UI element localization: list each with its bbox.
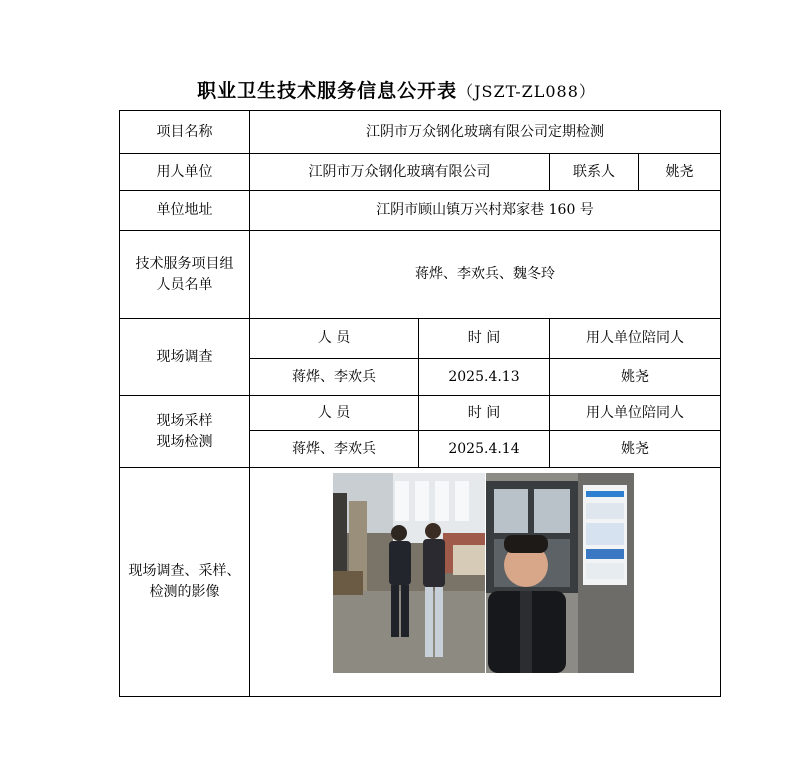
row-address xyxy=(120,191,721,231)
site-photo-workshop xyxy=(333,473,485,673)
team-label xyxy=(120,231,250,319)
title-code: （JSZT-ZL088） xyxy=(457,82,596,101)
info-table xyxy=(119,110,721,697)
sampling-header-escort: 用人单位陪同人 xyxy=(550,396,721,431)
sampling-label-line2: 现场检测 xyxy=(156,433,213,450)
row-sampling-header xyxy=(120,396,721,431)
images-label xyxy=(120,468,250,697)
survey-people: 蒋烨、李欢兵 xyxy=(250,359,419,396)
address-value: 江阴市顾山镇万兴村郑家巷 160 号 xyxy=(250,191,721,231)
sampling-people: 蒋烨、李欢兵 xyxy=(250,431,419,468)
employer-label: 用人单位 xyxy=(120,154,250,191)
project-name-value: 江阴市万众钢化玻璃有限公司定期检测 xyxy=(250,111,721,154)
survey-header-people: 人 员 xyxy=(250,319,419,359)
title-main: 职业卫生技术服务信息公开表 xyxy=(197,80,458,102)
images-cell xyxy=(250,468,721,697)
page-title xyxy=(0,76,793,103)
survey-label: 现场调查 xyxy=(120,319,250,396)
survey-time: 2025.4.13 xyxy=(419,359,550,396)
sampling-header-people: 人 员 xyxy=(250,396,419,431)
team-label-line2: 人员名单 xyxy=(156,276,213,293)
survey-header-time: 时 间 xyxy=(419,319,550,359)
team-label-line1: 技术服务项目组 xyxy=(135,255,234,272)
row-project-name xyxy=(120,111,721,154)
row-employer xyxy=(120,154,721,191)
sampling-label xyxy=(120,396,250,468)
sampling-header-time: 时 间 xyxy=(419,396,550,431)
row-survey-header xyxy=(120,319,721,359)
project-name-label: 项目名称 xyxy=(120,111,250,154)
survey-header-escort: 用人单位陪同人 xyxy=(550,319,721,359)
sampling-time: 2025.4.14 xyxy=(419,431,550,468)
sampling-label-line1: 现场采样 xyxy=(156,412,213,429)
team-value: 蒋烨、李欢兵、魏冬玲 xyxy=(250,231,721,319)
survey-escort: 姚尧 xyxy=(550,359,721,396)
site-photo-notice-board xyxy=(486,473,634,673)
row-images xyxy=(120,468,721,697)
images-label-line2: 检测的影像 xyxy=(149,584,220,600)
contact-label: 联系人 xyxy=(550,154,639,191)
contact-value: 姚尧 xyxy=(639,154,721,191)
images-label-line1: 现场调查、采样、 xyxy=(128,563,241,579)
employer-value: 江阴市万众钢化玻璃有限公司 xyxy=(250,154,550,191)
row-team xyxy=(120,231,721,319)
photo-group xyxy=(333,473,635,673)
sampling-escort: 姚尧 xyxy=(550,431,721,468)
address-label: 单位地址 xyxy=(120,191,250,231)
